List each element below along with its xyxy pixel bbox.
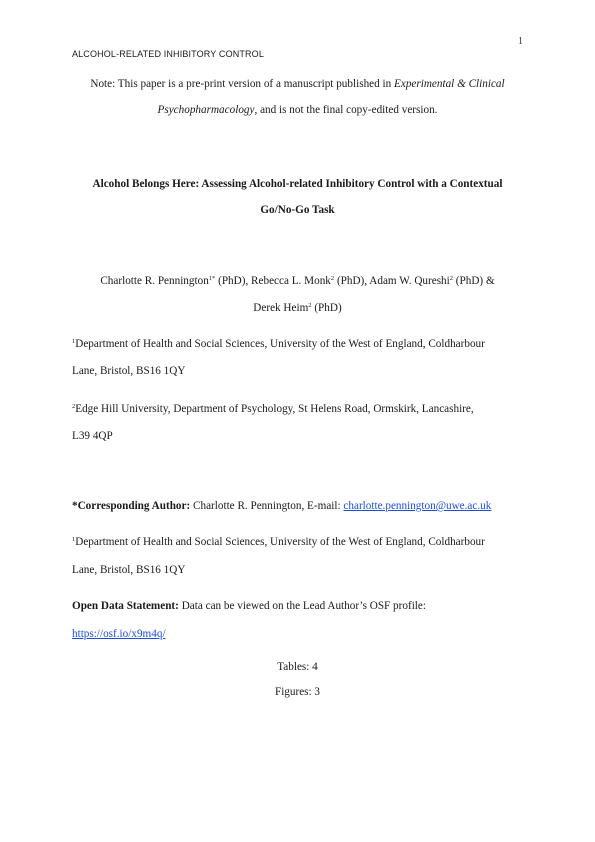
osf-profile-link[interactable]: https://osf.io/x9m4q/ [72, 628, 166, 640]
corresponding-affiliation-text: Department of Health and Social Sciences, University of the West of England, Coldharbour [75, 536, 485, 548]
author-3-affiliation-mark: 2 [449, 275, 453, 282]
author-2-affiliation-mark: 2 [330, 275, 335, 282]
open-data-label: Open Data Statement: [72, 600, 179, 612]
author-list-line2 [0, 301, 595, 315]
corresponding-affiliation-mark: 1 [72, 536, 76, 543]
page-number: 1 [518, 36, 523, 47]
running-header: ALCOHOL-RELATED INHIBITORY CONTROL [72, 49, 264, 59]
author-4-name: Derek Heim [253, 302, 309, 314]
affiliation-1-line1 [72, 337, 485, 351]
affiliation-1-line2: Lane, Bristol, BS16 1QY [72, 365, 186, 377]
corresponding-author-text: Charlotte R. Pennington, E-mail: [190, 500, 344, 512]
author-1-affiliation-mark: 1* [208, 275, 216, 282]
figures-count: Figures: 3 [274, 686, 321, 698]
note-suffix: , and is not the final copy-edited version. [254, 104, 438, 116]
affiliation-2-text: Edge Hill University, Department of Psychology, St Helens Road, Ormskirk, Lancashire, [75, 403, 474, 415]
note-journal-part2: Psychopharmacology [157, 104, 255, 116]
author-list-line1 [0, 274, 595, 288]
open-data-statement [72, 599, 426, 613]
corresponding-affiliation-line2: Lane, Bristol, BS16 1QY [72, 564, 186, 576]
corresponding-email-link[interactable]: charlotte.pennington@uwe.ac.uk [343, 500, 492, 512]
affiliation-2-line2: L39 4QP [72, 430, 113, 442]
preprint-note-line2 [0, 103, 595, 117]
corresponding-author [72, 499, 491, 513]
corresponding-affiliation-line1 [72, 535, 485, 549]
affiliation-1-text: Department of Health and Social Sciences, University of the West of England, Coldharbour [75, 338, 485, 350]
paper-title-line1: Alcohol Belongs Here: Assessing Alcohol-related Inhibitory Control with a Contextual [92, 178, 503, 190]
tables-count: Tables: 4 [277, 661, 318, 673]
author-4-degree: (PhD) [311, 302, 342, 314]
open-data-url-line [72, 627, 166, 641]
author-2-name: Rebecca L. Monk [251, 275, 331, 287]
affiliation-2-mark: 2 [72, 403, 76, 410]
affiliation-2-line1 [72, 402, 474, 416]
author-3-name: Adam W. Qureshi [369, 275, 450, 287]
author-4-affiliation-mark: 2 [308, 302, 312, 309]
note-prefix: Note: This paper is a pre-print version of a manuscript published in [90, 78, 395, 90]
author-2-degree: (PhD), [334, 275, 370, 287]
corresponding-author-label: *Corresponding Author: [72, 500, 191, 512]
open-data-text: Data can be viewed on the Lead Author’s OSF profile: [178, 600, 426, 612]
author-3-degree: (PhD) & [453, 275, 495, 287]
note-journal-part1: Experimental & Clinical [394, 78, 505, 90]
author-1-name: Charlotte R. Pennington [100, 275, 209, 287]
paper-title-line2: Go/No-Go Task [260, 204, 335, 216]
author-1-degree: (PhD), [215, 275, 252, 287]
affiliation-1-mark: 1 [72, 338, 76, 345]
preprint-note-line1 [0, 77, 595, 91]
